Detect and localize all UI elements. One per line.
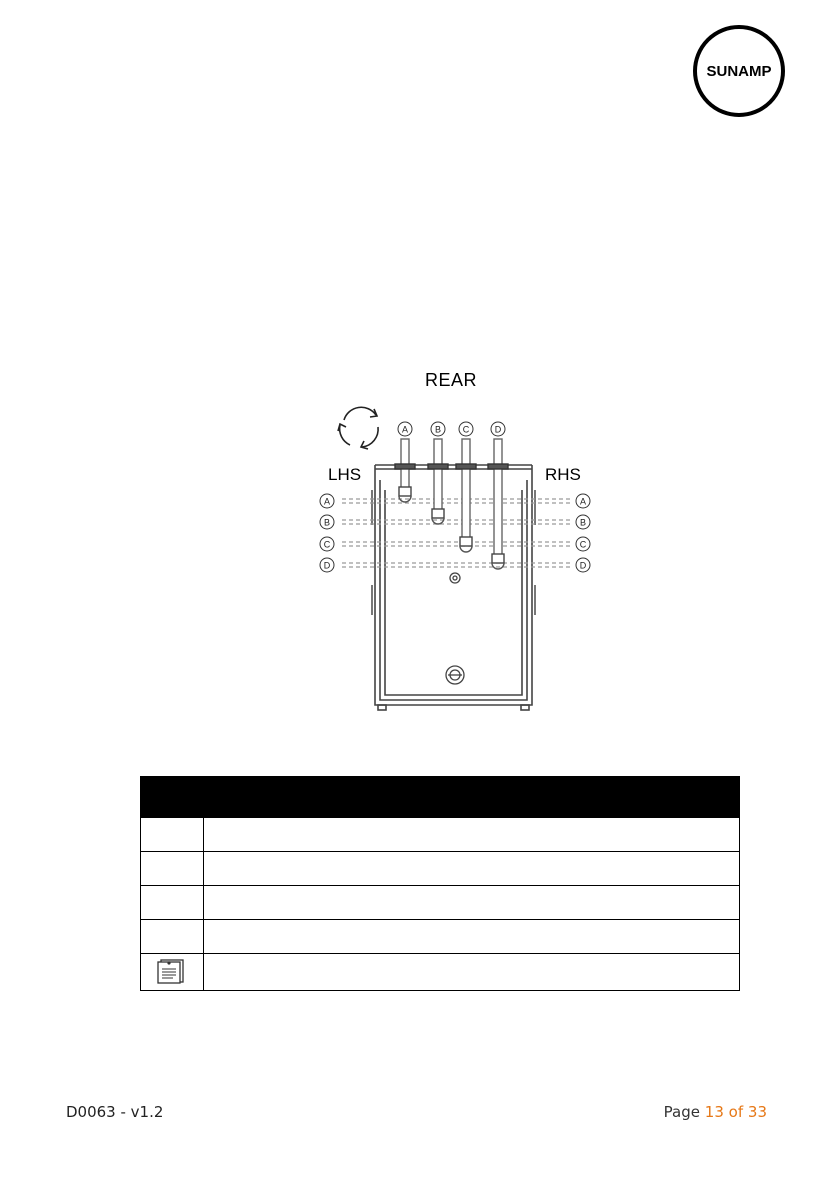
top-connection-label — [431, 422, 445, 436]
row-key — [141, 920, 204, 954]
logo-text: SUNAMP — [706, 63, 772, 80]
top-connection-label-text: B — [434, 424, 442, 435]
lhs-connection-label-text: A — [323, 496, 331, 507]
table-row — [141, 886, 740, 920]
lhs-connection-label — [320, 537, 334, 551]
page-current: 13 — [704, 1103, 724, 1121]
pipe-elbow — [460, 546, 472, 552]
pipe-seal — [428, 464, 448, 469]
note-icon — [157, 958, 187, 984]
page-total: 33 — [747, 1103, 767, 1121]
row-key — [141, 886, 204, 920]
rhs-connection-label-text: D — [579, 560, 587, 571]
pipe-seal — [395, 464, 415, 469]
lhs-connection-label-text: D — [323, 560, 331, 571]
note-cell — [141, 954, 204, 991]
note-text — [204, 954, 740, 991]
lhs-label: LHS — [328, 465, 362, 484]
connections-table — [140, 776, 740, 991]
rear-label: REAR — [424, 370, 477, 390]
row-description — [204, 886, 740, 920]
rear-connections-diagram — [300, 365, 620, 725]
pipe-elbow — [492, 563, 504, 569]
document-id: D0063 - v1.2 — [66, 1103, 164, 1121]
sunamp-logo — [693, 22, 785, 120]
top-connection-label — [491, 422, 505, 436]
row-description — [204, 852, 740, 886]
lhs-connection-label — [320, 558, 334, 572]
top-connection-label — [459, 422, 473, 436]
rotation-icon — [338, 407, 378, 449]
pipe-fitting — [460, 537, 472, 546]
row-description — [204, 920, 740, 954]
pipe — [494, 439, 502, 562]
lhs-connection-label-text: C — [323, 539, 331, 550]
table-header-description — [204, 777, 740, 818]
pipe-seal — [456, 464, 476, 469]
top-connection-label — [398, 422, 412, 436]
rhs-connection-label — [576, 494, 590, 508]
page-number — [664, 1103, 767, 1121]
top-connection-label-text: A — [401, 424, 409, 435]
pipe-fitting — [399, 487, 411, 496]
lhs-connection-label — [320, 494, 334, 508]
drain-fitting — [446, 573, 464, 684]
lhs-connection-label — [320, 515, 334, 529]
rhs-connection-label — [576, 537, 590, 551]
pipe-fitting — [432, 509, 444, 518]
table-row — [141, 920, 740, 954]
rhs-connection-label-text: C — [579, 539, 587, 550]
row-description — [204, 818, 740, 852]
table-header-row — [141, 777, 740, 818]
rhs-connection-label-text: B — [579, 517, 587, 528]
top-connection-label-text: D — [494, 424, 502, 435]
table-row — [141, 818, 740, 852]
row-key — [141, 852, 204, 886]
page-of: of — [728, 1103, 744, 1121]
pipe-elbow — [432, 518, 444, 524]
table-note-row — [141, 954, 740, 991]
unit-drawing — [300, 365, 620, 725]
rhs-connection-label — [576, 558, 590, 572]
rhs-label: RHS — [545, 465, 581, 484]
rhs-connection-label-text: A — [579, 496, 587, 507]
table-header-key — [141, 777, 204, 818]
pipe-seal — [488, 464, 508, 469]
lhs-connection-label-text: B — [323, 517, 331, 528]
top-connection-label-text: C — [462, 424, 470, 435]
table-row — [141, 852, 740, 886]
row-key — [141, 818, 204, 852]
rhs-connection-label — [576, 515, 590, 529]
page-prefix: Page — [663, 1103, 700, 1121]
pipe — [462, 439, 470, 545]
pipe-fitting — [492, 554, 504, 563]
unit-frame — [375, 465, 532, 710]
pipe — [434, 439, 442, 517]
